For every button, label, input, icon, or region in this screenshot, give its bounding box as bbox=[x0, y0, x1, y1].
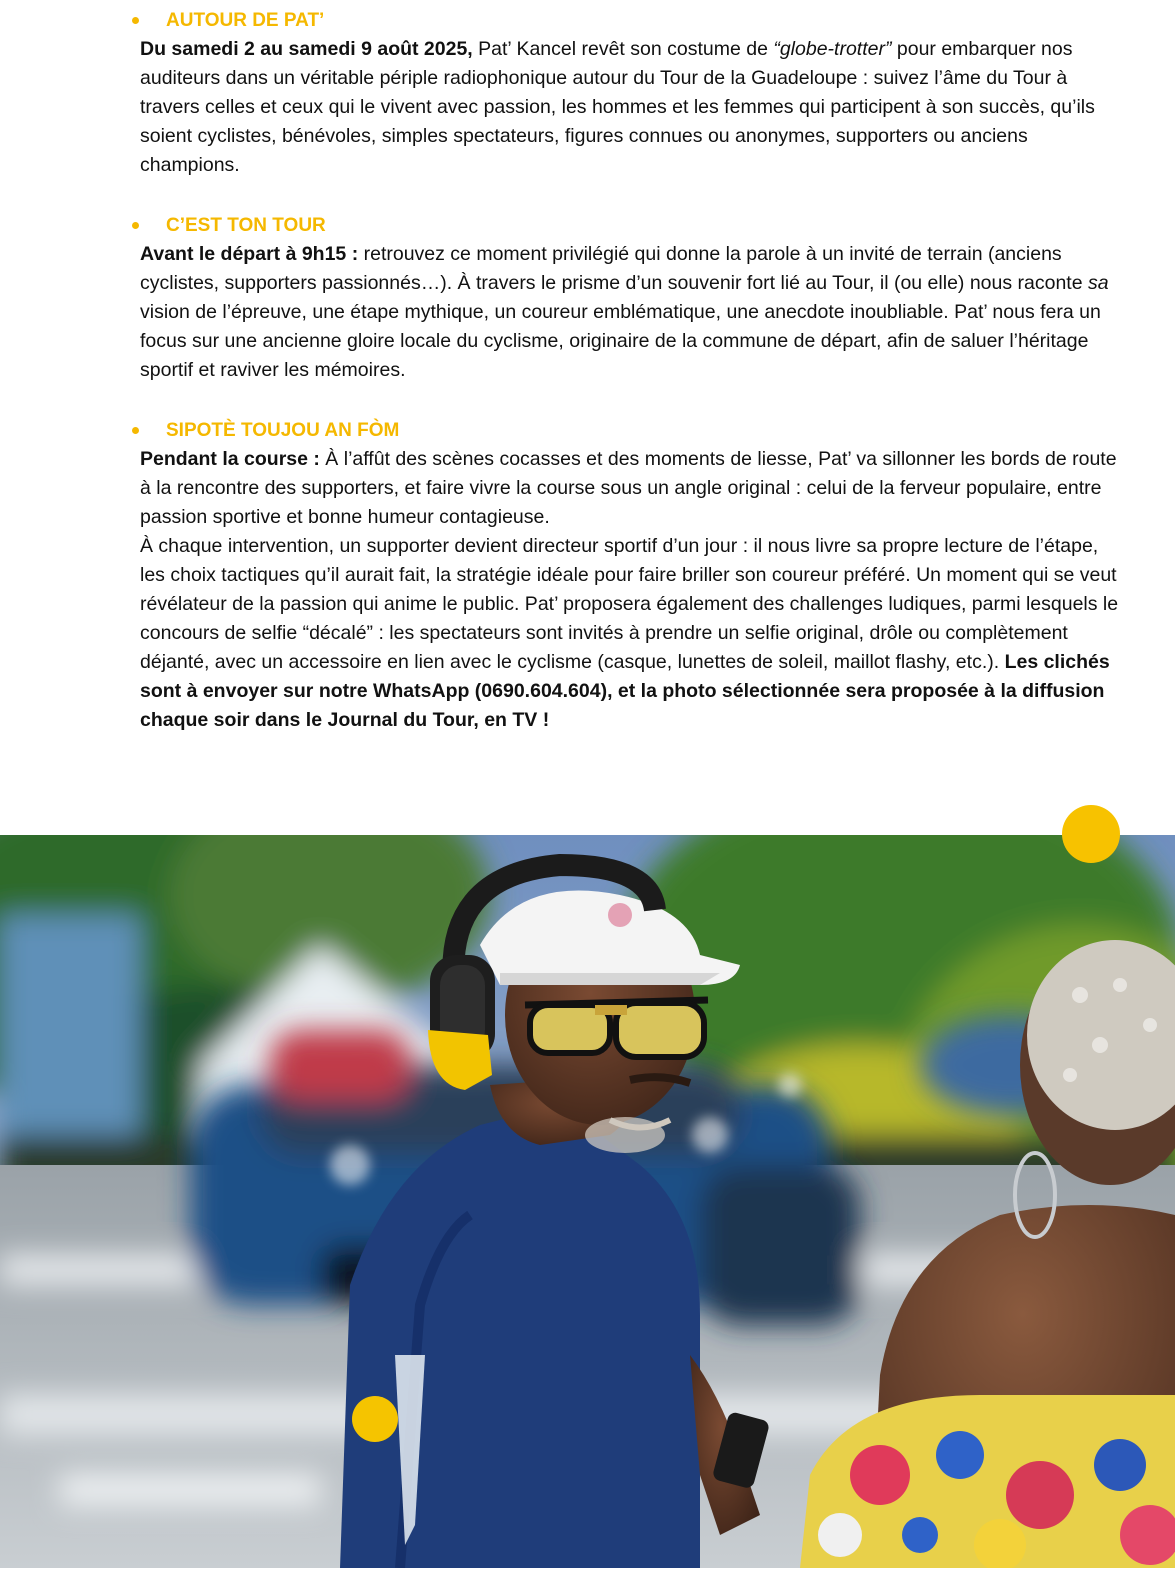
section-title: SIPOTÈ TOUJOU AN FÒM bbox=[140, 416, 1120, 445]
decorative-yellow-dot bbox=[1062, 805, 1120, 863]
lead-text: Pendant la course : bbox=[140, 448, 320, 470]
section-paragraph: Du samedi 2 au samedi 9 août 2025, Pat’ Kancel revêt son costume de “globe-trotter” pour embarquer nos auditeurs dans un véritable périple radiophonique autour du Tour de la Guadeloupe : suivez l’âme du Tour à travers celles et ceux qui le vivent avec passion, les hommes et les femmes qui participent à son succès, qu’ils soient cyclistes, bénévoles, simples spectateurs, figures connues ou anonymes, supporters ou anciens champions. bbox=[140, 38, 1095, 176]
section-title: AUTOUR DE PAT’ bbox=[140, 6, 1120, 35]
bullet-icon bbox=[132, 427, 139, 434]
bullet-icon bbox=[132, 222, 139, 229]
bullet-icon bbox=[132, 17, 139, 24]
section-c-est-ton-tour bbox=[140, 211, 1120, 385]
whatsapp-callout: Les clichés sont à envoyer sur notre WhatsApp (0690.604.604), et la photo sélectionnée sera proposée à la diffusion chaque soir dans le Journal du Tour, en TV ! bbox=[140, 651, 1110, 731]
section-paragraph: Avant le départ à 9h15 : retrouvez ce moment privilégié qui donne la parole à un invité de terrain (anciens cyclistes, supporters passionnés…). À travers le prisme d’un souvenir fort lié au Tour, il (ou elle) nous raconte sa vision de l’épreuve, une étape mythique, un coureur emblématique, une anecdote inoubliable. Pat’ nous fera un focus sur une ancienne gloire locale du cyclisme, originaire de la commune de départ, afin de saluer l’héritage sportif et raviver les mémoires. bbox=[140, 243, 1109, 381]
section-paragraph: Pendant la course : À l’affût des scènes cocasses et des moments de liesse, Pat’ va sillonner les bords de route à la rencontre des supporters, et faire vivre la course sous un angle original : celui de la ferveur populaire, entre passion sportive et bonne humeur contagieuse. bbox=[140, 448, 1117, 528]
event-photo bbox=[0, 835, 1175, 1568]
section-sipote-toujou-an-fom bbox=[140, 416, 1120, 735]
photo-illustration bbox=[0, 835, 1175, 1568]
lead-text: Du samedi 2 au samedi 9 août 2025, bbox=[140, 38, 473, 60]
section-autour-de-pat bbox=[140, 6, 1120, 180]
section-paragraph-2: À chaque intervention, un supporter devient directeur sportif d’un jour : il nous livre sa propre lecture de l’étape, les choix tactiques qu’il aurait fait, la stratégie idéale pour faire briller son coureur préféré. Un moment qui se veut révélateur de la passion qui anime le public. Pat’ proposera également des challenges ludiques, parmi lesquels le concours de selfie “décalé” : les spectateurs sont invités à prendre un selfie original, drôle ou complètement déjanté, avec un accessoire en lien avec le cyclisme (casque, lunettes de soleil, maillot flashy, etc.). Les clichés sont à envoyer sur notre WhatsApp (0690.604.604), et la photo sélectionnée sera proposée à la diffusion chaque soir dans le Journal du Tour, en TV ! bbox=[140, 535, 1119, 731]
lead-text: Avant le départ à 9h15 : bbox=[140, 243, 359, 265]
section-title: C’EST TON TOUR bbox=[140, 211, 1120, 240]
article-body bbox=[140, 6, 1120, 766]
